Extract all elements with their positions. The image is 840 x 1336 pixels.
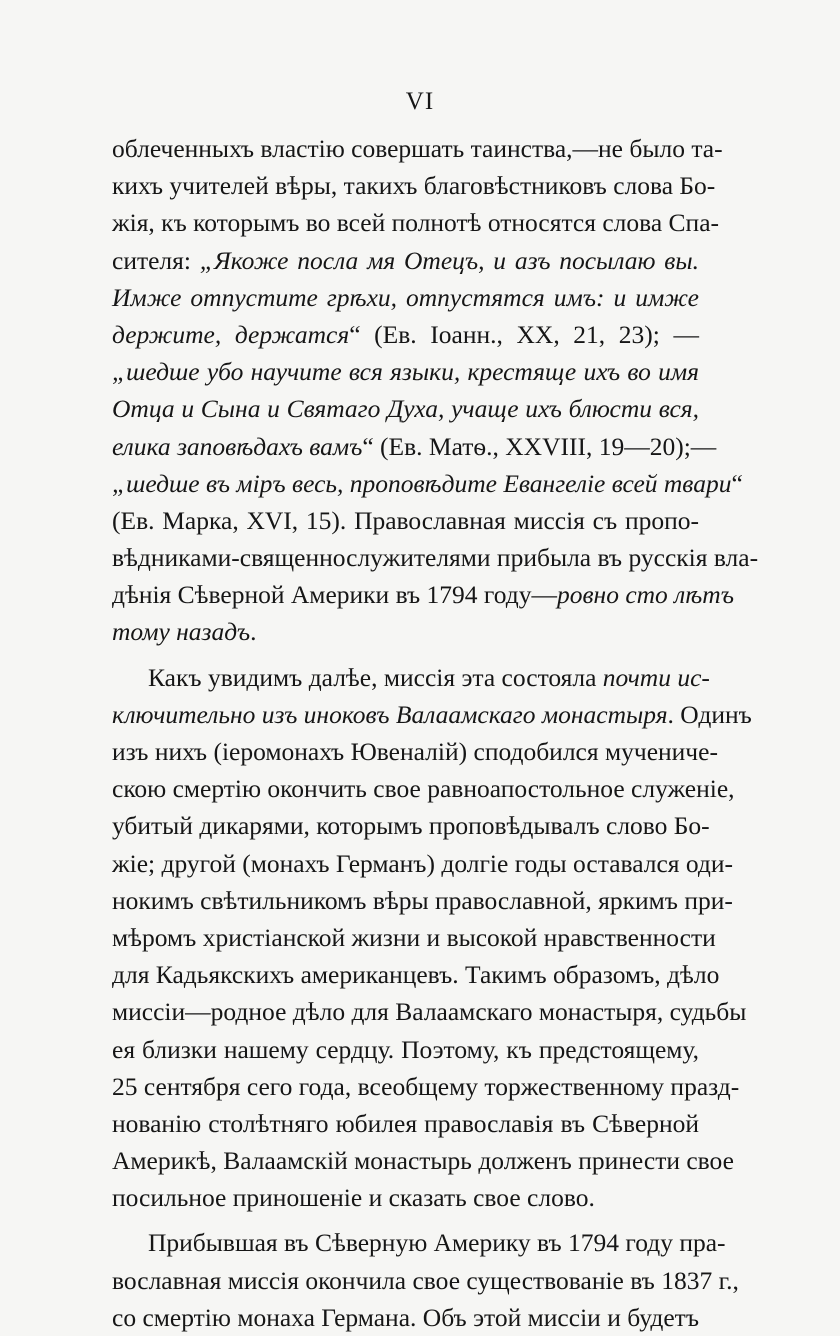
text-run: убитый дикарями, которымъ проповѣдывалъ слово Бо- (112, 811, 710, 841)
italic-text: Имже отпустите грѣхи, отпустятся имъ: и имже (112, 282, 699, 312)
text-line (112, 1142, 734, 1179)
text-run: “ (731, 468, 743, 498)
italic-text: тому назадъ (112, 617, 251, 647)
text-run: вѣдниками-священнослужителями прибыла въ русскія вла- (112, 543, 759, 573)
italic-text: держите, держатся (112, 319, 350, 349)
text-run: миссіи—родное дѣло для Валаамскаго монастыря, судьбы (112, 997, 747, 1027)
text-line (112, 1224, 726, 1261)
text-run: Америкѣ, Валаамскій монастырь долженъ принести свое (112, 1146, 734, 1176)
body-text (112, 130, 759, 1336)
text-line (112, 576, 734, 613)
text-line (112, 390, 699, 427)
italic-text: „Якоже посла мя Отецъ, и азъ посылаю вы. (199, 245, 699, 275)
text-run: посильное приношеніе и сказать свое слово. (112, 1183, 595, 1213)
text-line (112, 1179, 699, 1216)
text-line (112, 204, 720, 241)
text-line (112, 539, 759, 576)
text-line (112, 1105, 699, 1142)
text-line (112, 1262, 739, 1299)
text-run: . Одинъ (667, 699, 752, 729)
text-line (112, 613, 699, 650)
italic-text: елика заповѣдахъ вамъ (112, 431, 363, 461)
italic-text: ключительно изъ иноковъ Валаамскаго монастыря (112, 699, 668, 729)
text-run: сителя: (112, 245, 200, 275)
text-line (112, 502, 699, 539)
text-line (112, 428, 717, 465)
italic-text: ровно сто лѣтъ (556, 580, 734, 610)
text-run: нокимъ свѣтильникомъ вѣры православной, яркимъ при- (112, 885, 733, 915)
text-line (112, 659, 710, 696)
text-run: Прибывшая въ Сѣверную Америку въ 1794 году пра- (148, 1228, 726, 1258)
text-run: “ (Ев. Іоанн., XX, 21, 23); — (349, 319, 700, 349)
text-run: нованію столѣтняго юбилея православія въ Сѣверной (112, 1108, 699, 1138)
text-line (112, 770, 735, 807)
text-line (112, 279, 699, 316)
text-line (112, 316, 699, 353)
text-run: изъ нихъ (іеромонахъ Ювеналій) сподобился мучениче- (112, 737, 718, 766)
text-run: жіе; другой (монахъ Германъ) долгіе годы оставался оди- (112, 848, 734, 878)
text-run: облеченныхъ властію совершать таинства,—не было та- (112, 134, 723, 163)
text-run: . (250, 617, 257, 647)
text-line (112, 1299, 699, 1336)
text-run: вославная миссія окончила свое существованіе въ 1837 г., (112, 1265, 739, 1295)
text-line (112, 956, 720, 993)
italic-text: „шедше въ міръ весь, проповѣдите Евангеліе всей твари (112, 468, 732, 498)
text-run: для Кадьякскихъ американцевъ. Такимъ образомъ, дѣло (112, 960, 720, 990)
italic-text: „шедше убо научите вся языки, крестяще ихъ во имя (112, 357, 699, 387)
text-line (112, 1068, 740, 1105)
text-run: ея близки нашему сердцу. Поэтому, къ предстоящему, (112, 1034, 699, 1064)
text-run: дѣнія Сѣверной Америки въ 1794 году— (112, 580, 557, 610)
text-line (112, 130, 723, 167)
text-line (112, 733, 718, 770)
text-line (112, 807, 710, 844)
text-line (112, 1031, 699, 1068)
italic-text: Отца и Сына и Святаго Духа, учаще ихъ блюсти вся, (112, 394, 699, 424)
text-line (112, 242, 699, 279)
text-line (112, 465, 743, 502)
text-run: 25 сентября сего года, всеобщему торжественному празд- (112, 1071, 740, 1101)
text-run: (Ев. Марка, XVI, 15). Православная миссія съ пропо- (112, 505, 699, 535)
text-run: со смертію монаха Германа. Объ этой миссіи и будетъ (112, 1302, 699, 1332)
text-run: Какъ увидимъ далѣе, миссія эта состояла (148, 662, 603, 692)
text-run: кихъ учителей вѣры, такихъ благовѣстниковъ слова Бо- (112, 171, 716, 201)
text-line (112, 882, 733, 919)
text-run: мѣромъ христіанской жизни и высокой нравственности (112, 922, 716, 952)
text-line (112, 353, 699, 390)
text-line (112, 696, 752, 733)
text-run: жія, къ которымъ во всей полнотѣ относятся слова Спа- (112, 208, 720, 238)
text-line (112, 993, 747, 1030)
text-line (112, 845, 734, 882)
text-run: “ (Ев. Матѳ., XXVIII, 19—20);— (362, 431, 717, 461)
italic-text: почти ис- (602, 662, 710, 692)
page-number: VI (405, 88, 435, 115)
text-line (112, 919, 716, 956)
text-line (112, 167, 716, 204)
text-run: скою смертію окончить свое равноапостольное служеніе, (112, 774, 735, 804)
